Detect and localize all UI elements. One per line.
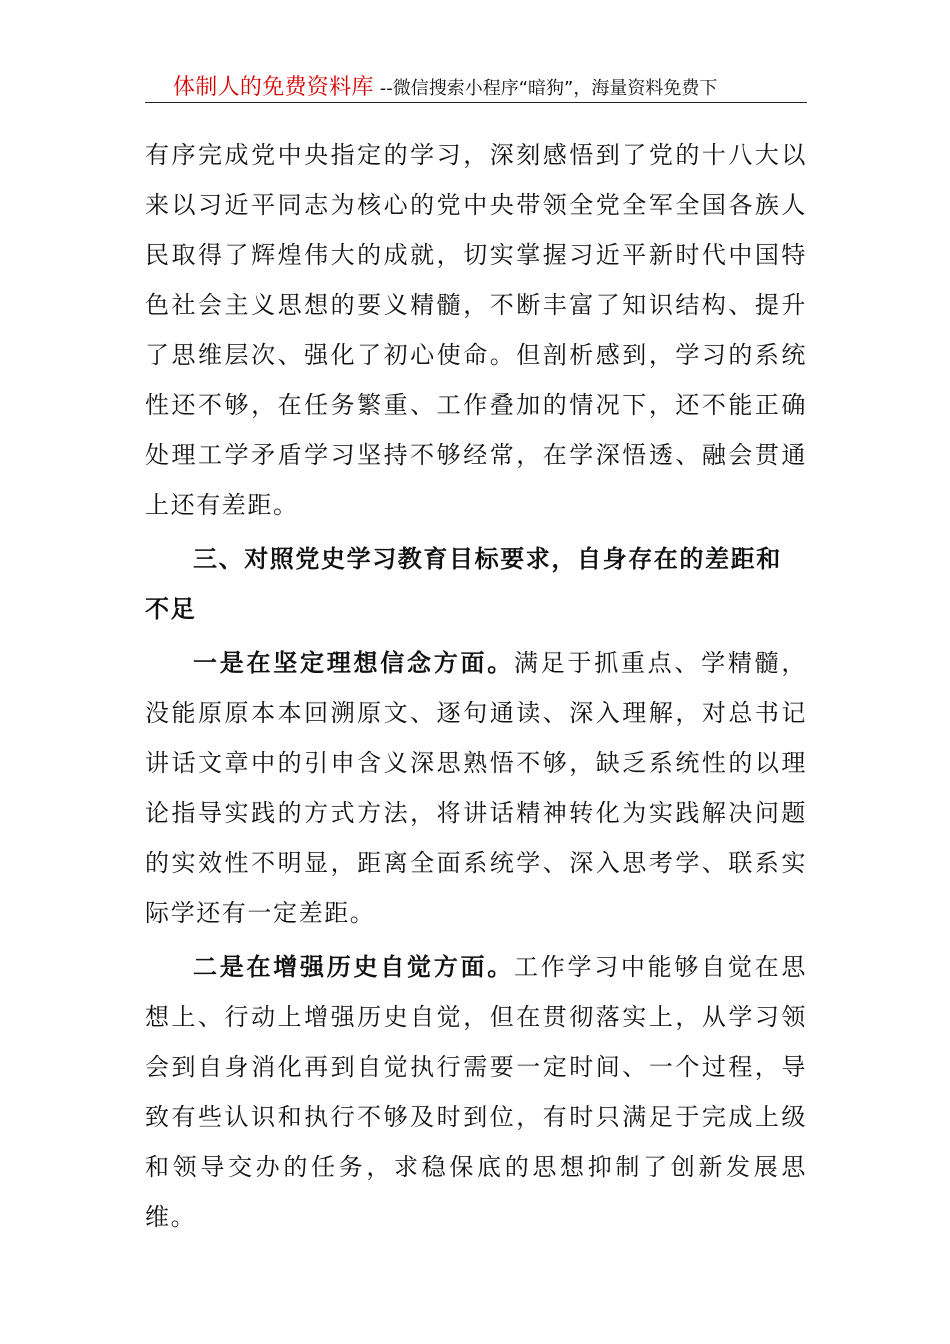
page-header [145,70,807,103]
item-1-paragraph [145,638,807,938]
paragraph-continuation: 有序完成党中央指定的学习，深刻感悟到了党的十八大以来以习近平同志为核心的党中央带领全党全军全国各族人民取得了辉煌伟大的成就，切实掌握习近平新时代中国特色社会主义思想的要义精髓，不断丰富了知识结构、提升了思维层次、强化了初心使命。但剖析感到，学习的系统性还不够，在任务繁重、工作叠加的情况下，还不能正确处理工学矛盾学习坚持不够经常，在学深悟透、融会贯通上还有差距。 [145,141,807,519]
header-subtitle: --微信搜索小程序“暗狗”，海量资料免费下 [379,78,718,99]
item-1-lead: 一是在坚定理想信念方面。 [193,648,514,677]
item-2-lead: 二是在增强历史自觉方面。 [193,952,514,981]
section-heading: 三、对照党史学习教育目标要求，自身存在的差距和不足 [145,544,782,623]
header-title: 体制人的免费资料库 [173,75,374,100]
item-2-text: 工作学习中能够自觉在思想上、行动上增强历史自觉，但在贯彻落实上，从学习领会到自身消化再到自觉执行需要一定时间、一个过程，导致有些认识和执行不够及时到位，有时只满足于完成上级和领导交办的任务，求稳保底的思想抑制了创新发展思维。 [145,953,808,1231]
item-1-text: 满足于抓重点、学精髓，没能原原本本回溯原文、逐句通读、深入理解，对总书记讲话文章中的引申含义深思熟悟不够，缺乏系统性的以理论指导实践的方式方法，将讲话精神转化为实践解决问题的实效性不明显，距离全面系统学、深入思考学、联系实际学还有一定差距。 [145,649,808,927]
document-body [145,130,807,1242]
item-2-paragraph [145,942,807,1242]
